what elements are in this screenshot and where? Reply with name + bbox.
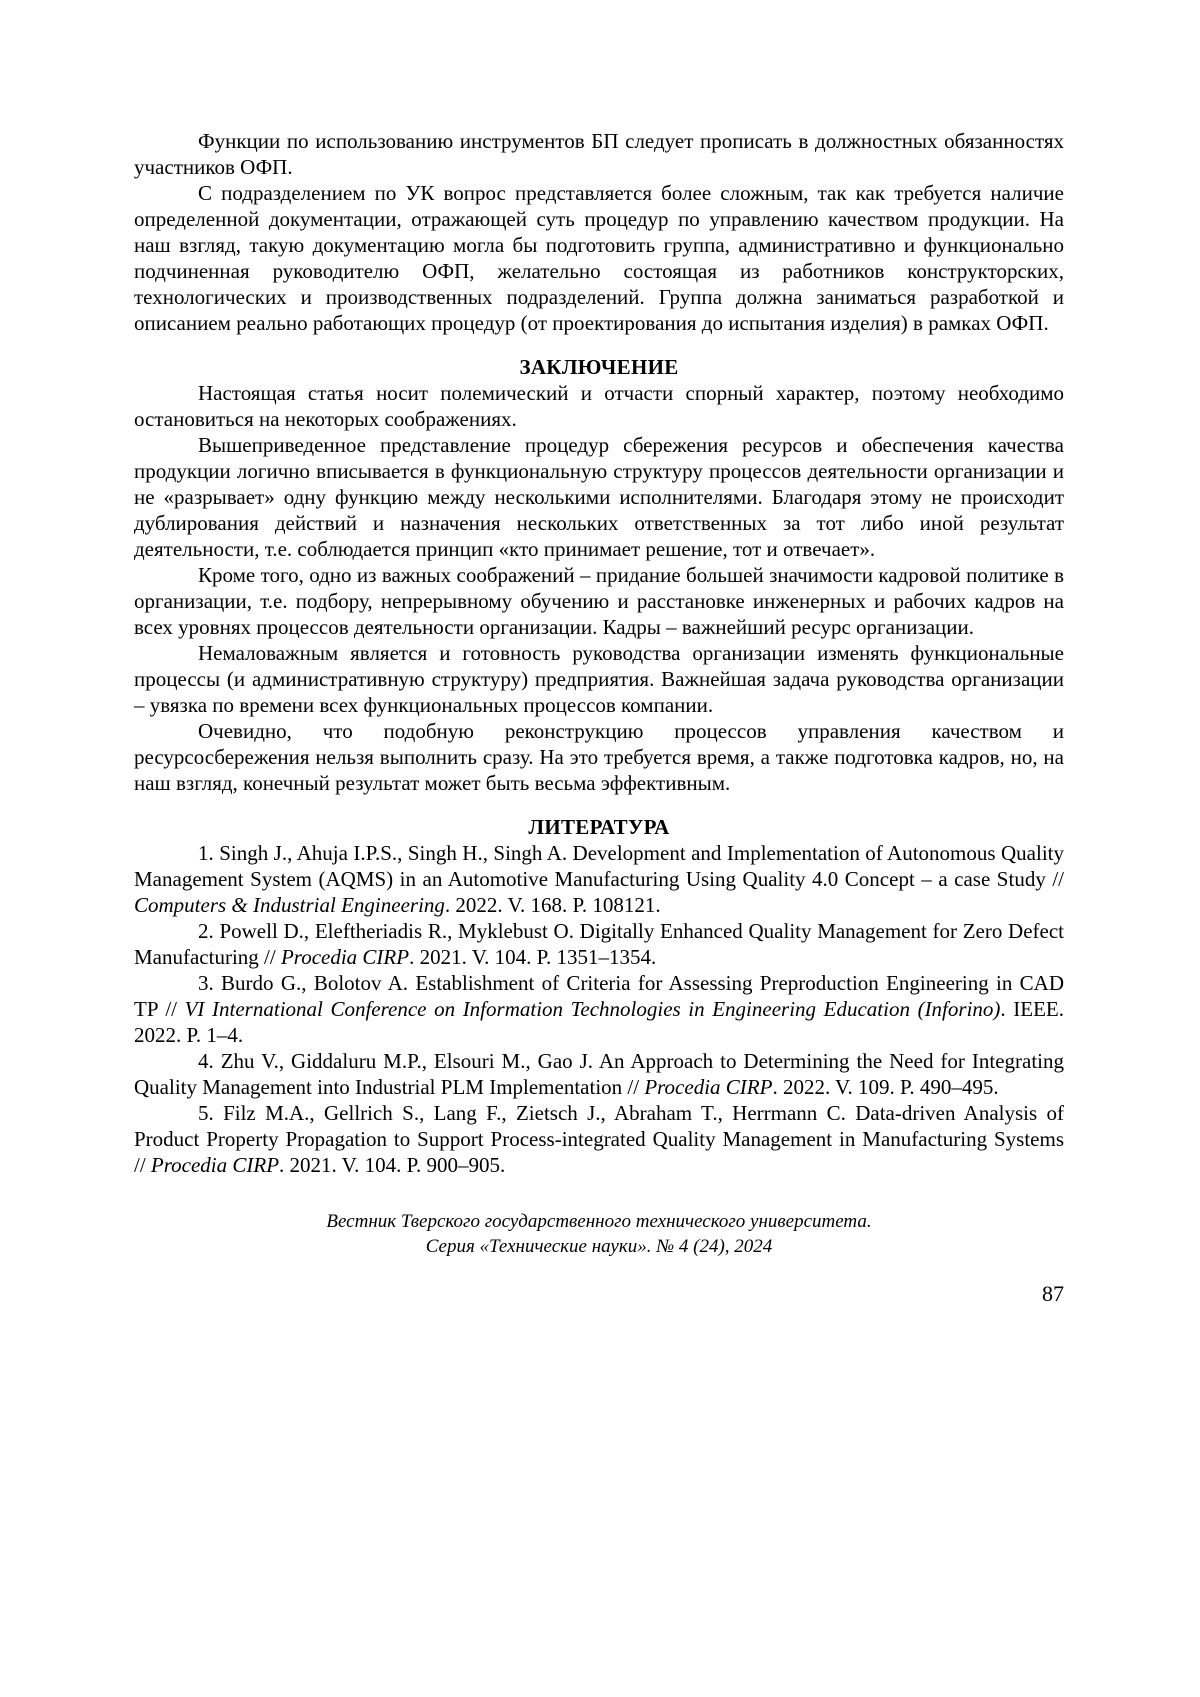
reference-text: 1. Singh J., Ahuja I.P.S., Singh H., Singh A. Development and Implementation of Autonomous Quality Management System (AQMS) in an Automotive Manufacturing Using Quality 4.0 Concept – a case Study // [134,841,1064,891]
page-number: 87 [1042,1281,1064,1306]
reference-text: . 2021. V. 104. P. 900–905. [279,1153,506,1177]
section-heading-conclusion: ЗАКЛЮЧЕНИЕ [519,355,679,379]
reference-text: . 2022. V. 109. P. 490–495. [772,1075,999,1099]
paragraph-conclusion-4: Немаловажным является и готовность руководства организации изменять функциональные процессы (и административную структуру) предприятия. Важнейшая задача руководства организации – увязка по времени всех функциональных процессов компании. [134,641,1064,717]
reference-text: . 2021. V. 104. P. 1351–1354. [409,945,657,969]
paragraph-conclusion-1: Настоящая статья носит полемический и отчасти спорный характер, поэтому необходимо остановиться на некоторых соображениях. [134,381,1064,431]
paragraph-conclusion-3: Кроме того, одно из важных соображений – придание большей значимости кадровой политике в организации, т.е. подбору, непрерывному обучению и расстановке инженерных и рабочих кадров на всех уровнях процессов деятельности организации. Кадры – важнейший ресурс организации. [134,563,1064,639]
reference-source-title: Procedia CIRP [280,945,410,969]
reference-text: 5. Filz M.A., Gellrich S., Lang F., Zietsch J., Abraham T., Herrmann C. Data-driven Analysis of Product Property Propagation to Support Process-integrated Quality Management in Manufacturing Systems // [134,1101,1064,1177]
paragraph-intro-2: С подразделением по УК вопрос представляется более сложным, так как требуется наличие определенной документации, отражающей суть процедур по управлению качеством продукции. На наш взгляд, такую документацию могла бы подготовить группа, административно и функционально подчиненная руководителю ОФП, желательно состоящая из работников конструкторских, технологических и производственных подразделений. Группа должна заниматься разработкой и описанием реально работающих процедур (от проектирования до испытания изделия) в рамках ОФП. [134,181,1064,335]
reference-source-title: Procedia CIRP [644,1075,773,1099]
reference-text: . 2022. V. 168. P. 108121. [444,893,661,917]
section-heading-references: ЛИТЕРАТУРА [528,815,670,839]
reference-item-5 [134,1100,1064,1178]
reference-source-title: Computers & Industrial Engineering [134,893,445,917]
reference-item-3 [134,970,1064,1048]
reference-text: . IEEE. 2022. P. 1–4. [134,997,1064,1047]
reference-item-2 [134,918,1064,970]
paragraph-intro-1: Функции по использованию инструментов БП следует прописать в должностных обязанностях участников ОФП. [134,129,1064,179]
reference-text: 4. Zhu V., Giddaluru M.P., Elsouri M., Gao J. An Approach to Determining the Need for Integrating Quality Management into Industrial PLM Implementation // [134,1049,1064,1099]
paragraph-conclusion-5: Очевидно, что подобную реконструкцию процессов управления качеством и ресурсосбережения нельзя выполнить сразу. На это требуется время, а также подготовка кадров, но, на наш взгляд, конечный результат может быть весьма эффективным. [134,719,1064,795]
reference-item-4 [134,1048,1064,1100]
reference-item-1 [134,840,1064,918]
paragraph-conclusion-2: Вышеприведенное представление процедур сбережения ресурсов и обеспечения качества продукции логично вписывается в функциональную структуру процессов деятельности организации и не «разрывает» одну функцию между несколькими исполнителями. Благодаря этому не происходит дублирования действий и назначения нескольких ответственных за тот либо иной результат деятельности, т.е. соблюдается принцип «кто принимает решение, тот и отвечает». [134,433,1064,561]
reference-source-title: Procedia CIRP [150,1153,280,1177]
footer-journal-title: Вестник Тверского государственного технического университета. [326,1211,872,1232]
reference-source-title: VI International Conference on Information Technologies in Engineering Education (Inforino) [184,997,1001,1021]
journal-footer [134,1209,1064,1259]
reference-text: 3. Burdo G., Bolotov A. Establishment of Criteria for Assessing Preproduction Engineering in CAD TP // [134,971,1064,1021]
footer-journal-issue: Серия «Технические науки». № 4 (24), 2024 [425,1236,773,1257]
reference-text: 2. Powell D., Eleftheriadis R., Myklebust O. Digitally Enhanced Quality Management for Zero Defect Manufacturing // [134,919,1064,969]
